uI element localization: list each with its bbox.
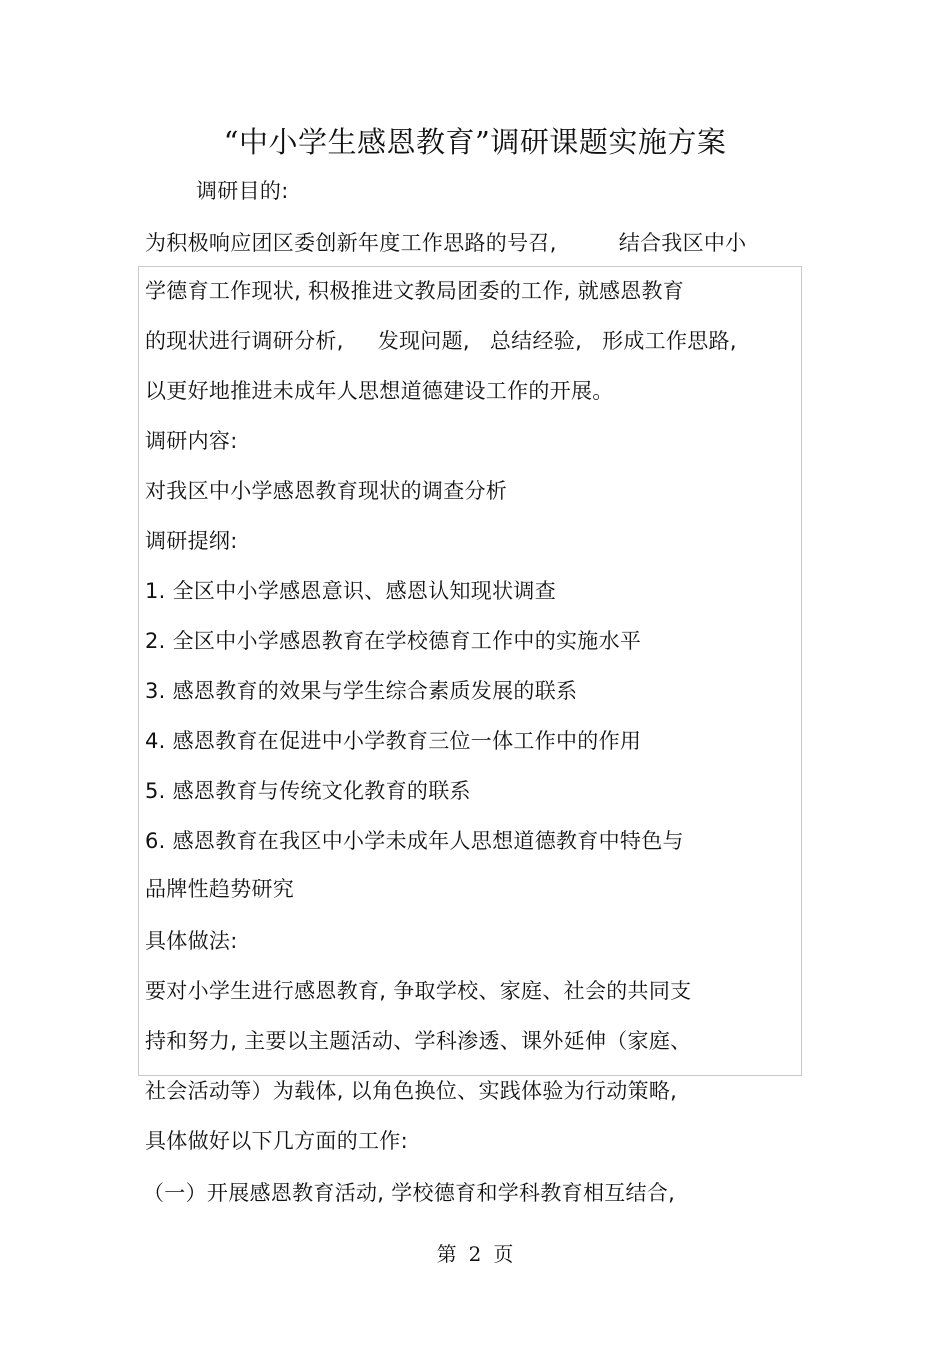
document-title: “中小学生感恩教育”调研课题实施方案 [223, 125, 727, 159]
purpose-heading: 调研目的: [196, 179, 289, 203]
page-number: 2 [468, 1242, 482, 1266]
outline-item-5: 5. 感恩教育与传统文化教育的联系 [145, 779, 471, 803]
content-text: 对我区中小学感恩教育现状的调查分析 [145, 479, 508, 503]
section-1-heading: （一）开展感恩教育活动, 学校德育和学科教育相互结合, [143, 1181, 676, 1205]
content-heading: 调研内容: [145, 429, 238, 453]
purpose-paragraph-line-4: 以更好地推进未成年人思想道德建设工作的开展。 [145, 379, 614, 403]
page-footer [0, 1238, 950, 1267]
method-heading: 具体做法: [145, 929, 238, 953]
purpose-paragraph-line-3 [145, 326, 737, 356]
purpose-line-1-part-b: 结合我区中小 [618, 231, 747, 255]
method-line-1: 要对小学生进行感恩教育, 争取学校、家庭、社会的共同支 [145, 979, 692, 1003]
outline-item-6: 6. 感恩教育在我区中小学未成年人思想道德教育中特色与 [145, 829, 684, 853]
method-line-4: 具体做好以下几方面的工作: [145, 1129, 408, 1153]
purpose-line-3-part-b: 发现问题, [377, 329, 470, 353]
purpose-line-3-part-c: 总结经验, [489, 329, 583, 353]
outline-heading: 调研提纲: [145, 529, 238, 553]
method-line-3: 社会活动等）为载体, 以角色换位、实践体验为行动策略, [145, 1079, 678, 1103]
outline-item-6-continued: 品牌性趋势研究 [145, 877, 295, 901]
outline-item-2: 2. 全区中小学感恩教育在学校德育工作中的实施水平 [145, 629, 642, 653]
footer-suffix: 页 [493, 1242, 514, 1266]
outline-item-3: 3. 感恩教育的效果与学生综合素质发展的联系 [145, 679, 578, 703]
method-line-2: 持和努力, 主要以主题活动、学科渗透、课外延伸（家庭、 [145, 1029, 692, 1053]
purpose-line-3-part-a: 的现状进行调研分析, [145, 329, 344, 353]
purpose-paragraph-line-2: 学德育工作现状, 积极推进文教局团委的工作, 就感恩教育 [145, 279, 685, 303]
footer-prefix: 第 [436, 1242, 457, 1266]
purpose-paragraph-line-1 [145, 228, 747, 258]
purpose-line-3-part-d: 形成工作思路, [602, 329, 737, 353]
purpose-line-1-part-a: 为积极响应团区委创新年度工作思路的号召, [145, 231, 557, 255]
outline-item-4: 4. 感恩教育在促进中小学教育三位一体工作中的作用 [145, 729, 642, 753]
outline-item-1: 1. 全区中小学感恩意识、感恩认知现状调查 [145, 579, 557, 603]
